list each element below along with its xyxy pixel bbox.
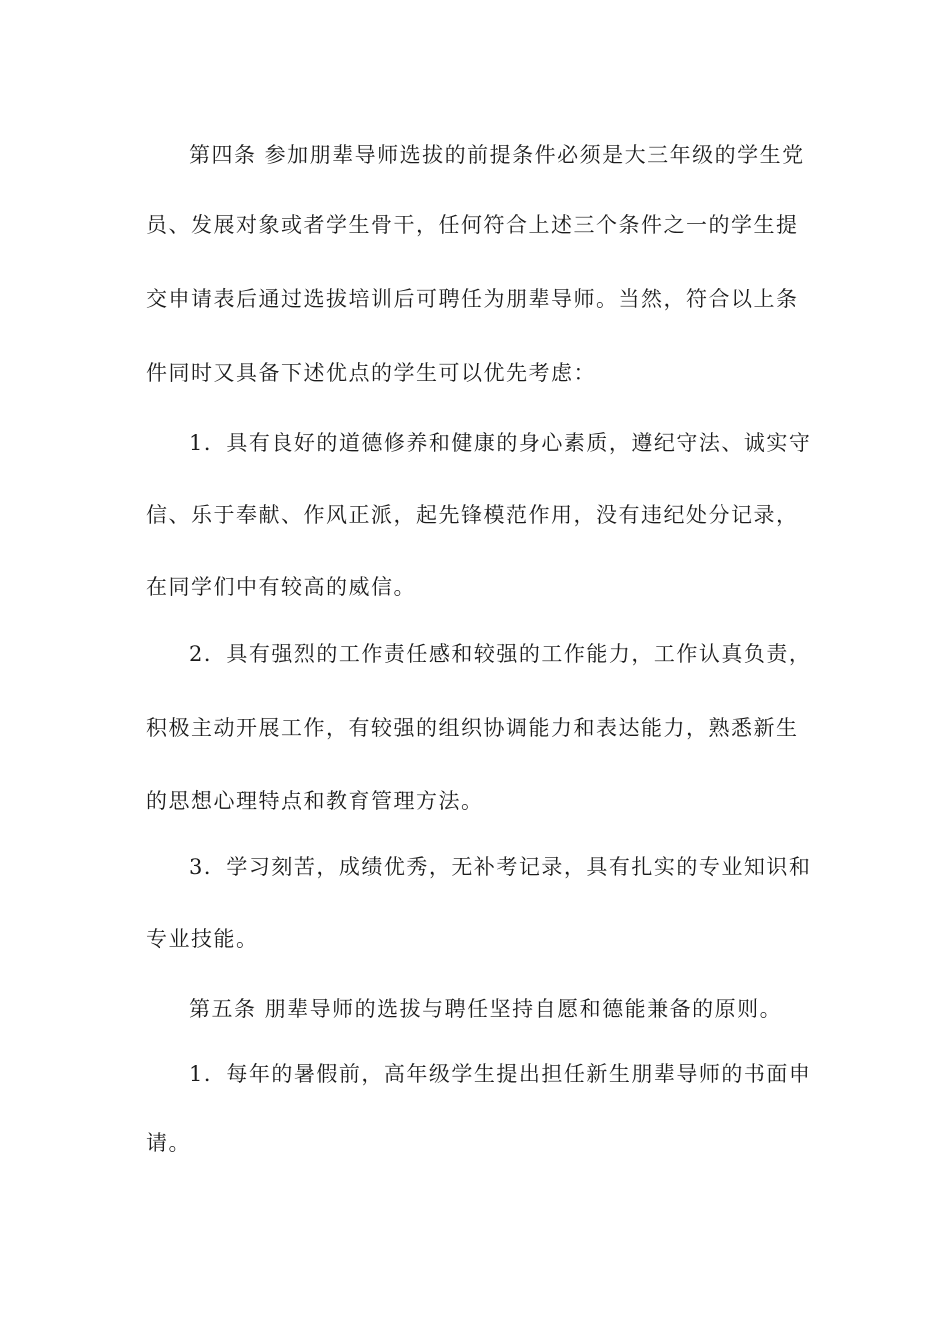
article-4-line-3: 交申请表后通过选拔培训后可聘任为朋辈导师。当然，符合以上条 (146, 287, 799, 311)
item-2-line-2: 积极主动开展工作，有较强的组织协调能力和表达能力，熟悉新生 (146, 716, 799, 740)
item-1-line-3: 在同学们中有较高的威信。 (146, 575, 416, 599)
item-1-line-1: 1．具有良好的道德修养和健康的身心素质，遵纪守法、诚实守 (189, 431, 812, 455)
item-2-line-1: 2．具有强烈的工作责任感和较强的工作能力，工作认真负责， (189, 642, 812, 666)
article-5-line-1: 第五条 朋辈导师的选拔与聘任坚持自愿和德能兼备的原则。 (189, 997, 783, 1021)
article-4-line-4: 件同时又具备下述优点的学生可以优先考虑： (146, 361, 596, 385)
item-3-line-1: 3．学习刻苦，成绩优秀，无补考记录，具有扎实的专业知识和 (189, 855, 812, 879)
article-4-line-1: 第四条 参加朋辈导师选拔的前提条件必须是大三年级的学生党 (189, 143, 805, 167)
item-1-line-2: 信、乐于奉献、作风正派，起先锋模范作用，没有违纪处分记录， (146, 503, 799, 527)
item-3-line-2: 专业技能。 (146, 927, 259, 951)
article-5-item-1-line-1: 1．每年的暑假前，高年级学生提出担任新生朋辈导师的书面申 (189, 1062, 812, 1086)
article-5-item-1-line-2: 请。 (146, 1131, 191, 1155)
article-4-line-2: 员、发展对象或者学生骨干，任何符合上述三个条件之一的学生提 (146, 213, 799, 237)
item-2-line-3: 的思想心理特点和教育管理方法。 (146, 789, 484, 813)
